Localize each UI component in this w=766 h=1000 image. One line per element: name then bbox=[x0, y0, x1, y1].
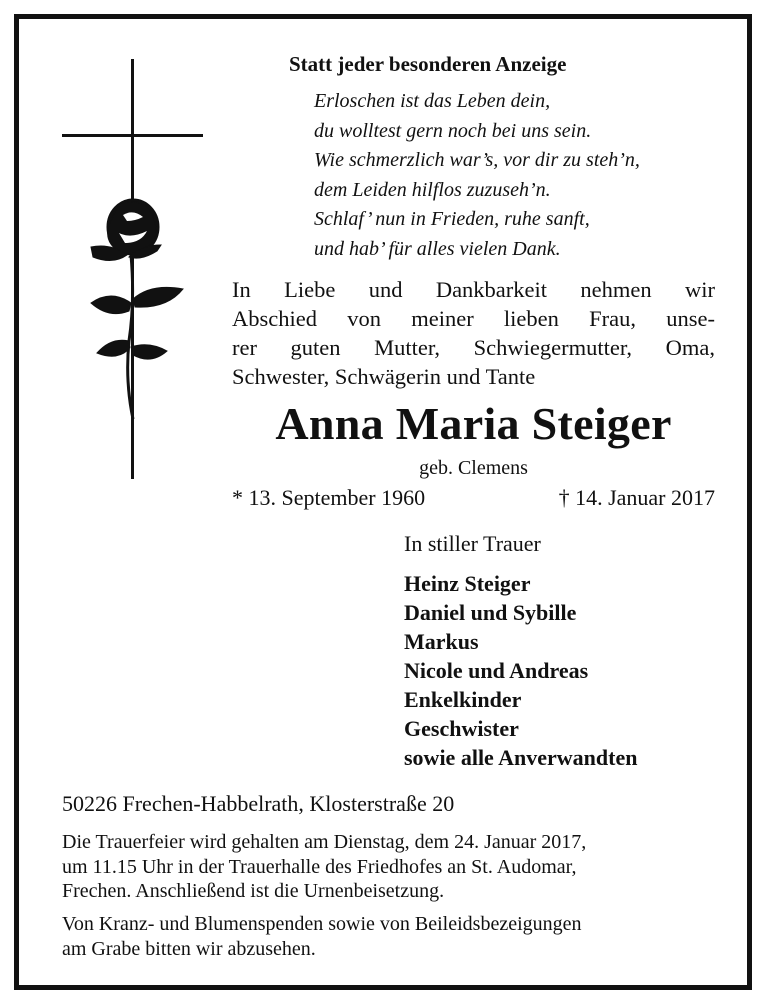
intro-line: In Liebe und Dankbarkeit nehmen wir bbox=[232, 277, 715, 302]
poem-line: Schlaf’ nun in Frieden, ruhe sanft, bbox=[314, 208, 590, 230]
list-item: Enkelkinder bbox=[404, 687, 522, 712]
intro-line: Abschied von meiner lieben Frau, unse- bbox=[232, 306, 715, 331]
funeral-line: um 11.15 Uhr in der Trauerhalle des Friedhofes an St. Audomar, bbox=[62, 855, 577, 878]
address: 50226 Frechen-Habbelrath, Klosterstraße 20 bbox=[62, 791, 455, 816]
deceased-name: Anna Maria Steiger bbox=[275, 398, 672, 449]
list-item: Geschwister bbox=[404, 716, 519, 741]
list-item: Nicole und Andreas bbox=[404, 658, 589, 683]
intro-line: Schwester, Schwägerin und Tante bbox=[232, 364, 536, 389]
mourning-label: In stiller Trauer bbox=[404, 531, 541, 556]
poem-line: Erloschen ist das Leben dein, bbox=[314, 90, 551, 112]
intro-line: rer guten Mutter, Schwiegermutter, Oma, bbox=[232, 335, 715, 360]
poem bbox=[314, 87, 640, 264]
funeral-notice bbox=[62, 830, 717, 904]
intro-text bbox=[232, 275, 715, 391]
obituary-frame bbox=[14, 14, 752, 990]
poem-line: du wolltest gern noch bei uns sein. bbox=[314, 119, 592, 142]
flowers-notice bbox=[62, 912, 717, 961]
funeral-line: Frechen. Anschließend ist die Urnenbeisetzung. bbox=[62, 880, 445, 902]
funeral-line: Die Trauerfeier wird gehalten am Dienstag, dem 24. Januar 2017, bbox=[62, 831, 587, 853]
poem-line: dem Leiden hilflos zuzuseh’n. bbox=[314, 178, 551, 201]
poem-line: Wie schmerzlich war’s, vor dir zu steh’n, bbox=[314, 149, 640, 171]
page-title: Statt jeder besonderen Anzeige bbox=[289, 52, 567, 76]
flowers-line: am Grabe bitten wir abzusehen. bbox=[62, 937, 316, 960]
list-item: Markus bbox=[404, 629, 479, 654]
list-item: Heinz Steiger bbox=[404, 571, 531, 596]
life-dates bbox=[232, 485, 715, 511]
born-name: geb. Clemens bbox=[419, 457, 528, 479]
poem-line: und hab’ für alles vielen Dank. bbox=[314, 237, 561, 260]
mourners-list bbox=[404, 569, 637, 772]
death-date: † 14. Januar 2017 bbox=[558, 485, 715, 510]
flowers-line: Von Kranz- und Blumenspenden sowie von Beileidsbezeigungen bbox=[62, 913, 582, 935]
list-item: Daniel und Sybille bbox=[404, 600, 577, 625]
list-item: sowie alle Anverwandten bbox=[404, 745, 638, 770]
birth-date: * 13. September 1960 bbox=[232, 485, 426, 510]
cross-bar bbox=[62, 134, 203, 137]
rose-icon bbox=[71, 191, 191, 421]
